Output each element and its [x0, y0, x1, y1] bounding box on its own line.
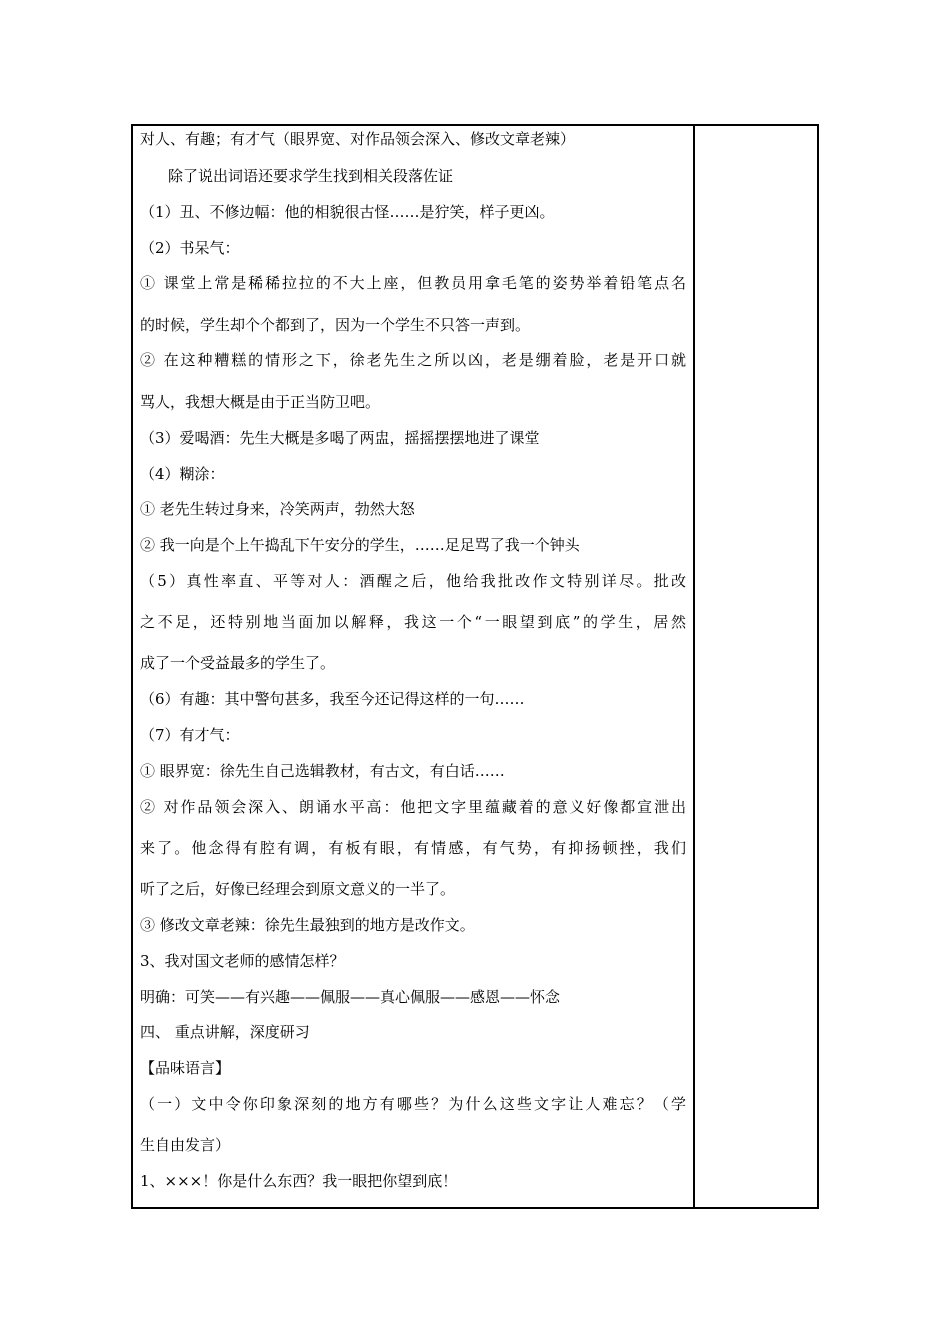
text-line: 骂人，我想大概是由于正当防卫吧。	[140, 393, 381, 411]
text-line: 的时候，学生却个个都到了，因为一个学生不只答一声到。	[140, 316, 531, 334]
text-line: （1）丑、不修边幅：他的相貌很古怪……是狞笑，样子更凶。	[140, 203, 555, 221]
text-line: 听了之后，好像已经理会到原文意义的一半了。	[140, 880, 456, 898]
text-line: 明确：可笑——有兴趣——佩服——真心佩服——感恩——怀念	[140, 988, 561, 1006]
text-line: 3、我对国文老师的感情怎样？	[140, 952, 345, 970]
text-line: （2）书呆气：	[140, 239, 240, 257]
text-line: 生自由发言）	[140, 1136, 231, 1154]
text-line: 来了。他念得有腔有调，有板有眼，有情感，有气势，有抑扬顿挫，我们	[140, 839, 686, 857]
text-line: （一）文中令你印象深刻的地方有哪些？为什么这些文字让人难忘？（学	[140, 1095, 686, 1113]
text-line: ① 老先生转过身来，冷笑两声，勃然大怒	[140, 500, 415, 518]
text-line: ② 对作品领会深入、朗诵水平高：他把文字里蕴藏着的意义好像都宣泄出	[140, 798, 686, 816]
text-line: ③ 修改文章老辣：徐先生最独到的地方是改作文。	[140, 916, 475, 934]
text-line: 对人、有趣；有才气（眼界宽、对作品领会深入、修改文章老辣）	[140, 130, 576, 148]
text-line: 之不足，还特别地当面加以解释，我这一个“一眼望到底”的学生，居然	[140, 613, 686, 631]
text-line: 1、×××！你是什么东西？我一眼把你望到底！	[140, 1172, 458, 1190]
section-heading: 四、 重点讲解，深度研习	[140, 1023, 310, 1041]
column-divider	[693, 124, 695, 1209]
text-line: 除了说出词语还要求学生找到相关段落佐证	[168, 167, 454, 185]
text-line: ① 课堂上常是稀稀拉拉的不大上座，但教员用拿毛笔的姿势举着铅笔点名	[140, 274, 686, 292]
text-line: ① 眼界宽：徐先生自己选辑教材，有古文，有白话……	[140, 762, 505, 780]
text-line: ② 在这种糟糕的情形之下，徐老先生之所以凶，老是绷着脸，老是开口就	[140, 351, 686, 369]
text-line: ② 我一向是个上午捣乱下午安分的学生，……足足骂了我一个钟头	[140, 536, 580, 554]
text-line: （4）糊涂：	[140, 465, 225, 483]
text-line: （6）有趣：其中警句甚多，我至今还记得这样的一句……	[140, 690, 525, 708]
text-line: （7）有才气：	[140, 726, 240, 744]
text-line: （5）真性率直、平等对人：酒醒之后，他给我批改作文特别详尽。批改	[140, 572, 686, 590]
text-line: 【品味语言】	[140, 1059, 231, 1077]
text-line: 成了一个受益最多的学生了。	[140, 654, 336, 672]
text-line: （3）爱喝酒：先生大概是多喝了两盅，摇摇摆摆地进了课堂	[140, 429, 540, 447]
